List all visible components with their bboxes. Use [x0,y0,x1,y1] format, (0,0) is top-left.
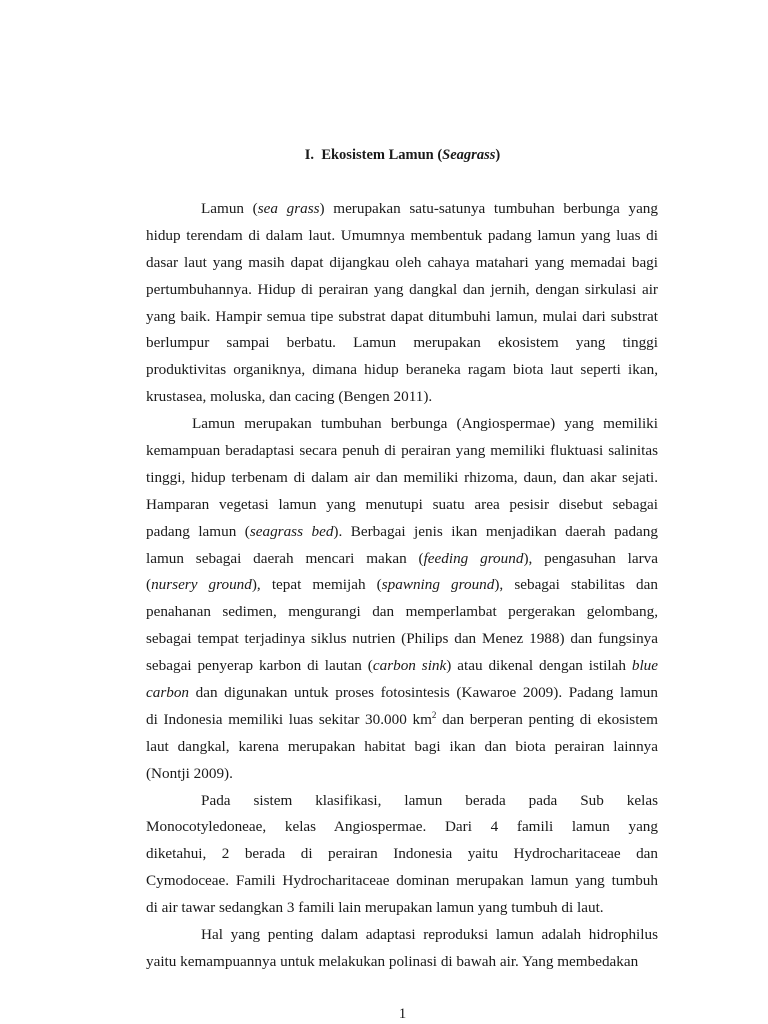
text-run: laut dangkal, karena merupakan habitat bagi ikan dan biota perairan lainnya [146,737,658,755]
paragraph [146,411,658,787]
text-run: (Nontji 2009). [146,764,233,782]
text-run: ( [146,576,152,594]
italic-term: feeding ground [423,549,524,567]
text-line [146,223,658,250]
text-line [146,626,658,653]
text-line [146,922,658,949]
heading-number: I. [304,147,315,163]
page-number: 1 [398,1006,407,1022]
text-line [146,519,658,546]
text-line [146,761,658,788]
text-run: di air tawar sedangkan 3 famili lain merupakan lamun yang tumbuh di laut. [146,899,604,917]
text-run: penahanan sedimen, mengurangi dan memperlambat pergerakan gelombang, [146,603,658,621]
superscript: 2 [431,709,437,720]
text-run: hidup terendam di dalam laut. Umumnya membentuk padang lamun yang luas di [146,226,658,244]
text-line [146,384,658,411]
text-line [146,868,658,895]
text-run: diketahui, 2 berada di perairan Indonesia yaitu Hydrocharitaceae dan [146,845,658,863]
text-line [146,680,658,707]
text-run: yaitu kemampuannya untuk melakukan polinasi di bawah air. Yang membedakan [146,952,639,970]
text-line [146,304,658,331]
text-run: Pada sistem klasifikasi, lamun berada pada Sub kelas [201,791,658,809]
text-run: yang baik. Hampir semua tipe substrat dapat ditumbuhi lamun, mulai dari substrat [146,307,658,325]
text-run: ). Berbagai jenis ikan menjadikan daerah padang [333,522,658,540]
text-line [146,465,658,492]
text-line [146,411,658,438]
text-run: Lamun ( [201,200,258,217]
heading-italic: Seagrass [442,147,496,163]
text-line [146,196,658,223]
text-line [146,572,658,599]
text-line [146,734,658,761]
text-run: sebagai tempat terjadinya siklus nutrien (Philips dan Menez 1988) dan fungsinya [146,630,658,648]
text-run: pertumbuhannya. Hidup di perairan yang dangkal dan jernih, dengan sirkulasi air [146,280,658,298]
text-run: kemampuan beradaptasi secara penuh di perairan yang memiliki fluktuasi salinitas [146,442,658,460]
text-line [146,707,658,734]
text-line [146,788,658,815]
text-line [146,546,658,573]
italic-term: seagrass bed [249,522,334,540]
text-line [146,814,658,841]
paragraph [146,922,658,976]
text-run: di Indonesia memiliki luas sekitar 30.000 km [146,710,432,728]
text-run: Hal yang penting dalam adaptasi reproduksi lamun adalah hidrophilus [201,926,658,944]
text-run: ) merupakan satu-satunya tumbuhan berbunga yang [319,200,658,217]
body-text [146,196,658,976]
italic-term: blue [631,657,658,675]
italic-term: sea grass [257,200,320,217]
paragraph [146,196,658,411]
text-run: Lamun merupakan tumbuhan berbunga (Angiospermae) yang memiliki [192,415,658,433]
text-run: sebagai penyerap karbon di lautan ( [146,657,373,675]
text-run: lamun sebagai daerah mencari makan ( [146,549,424,567]
text-run: dan berperan penting di ekosistem [436,710,658,728]
text-run: ) atau dikenal dengan istilah [446,657,632,675]
text-line [146,277,658,304]
italic-term: nursery ground [151,576,252,594]
text-run: dan digunakan untuk proses fotosintesis (Kawaroe 2009). Padang lamun [189,684,658,702]
section-heading [0,147,768,164]
text-run: Cymodoceae. Famili Hydrocharitaceae dominan merupakan lamun yang tumbuh [146,872,658,890]
text-run: ), pengasuhan larva [523,549,658,567]
italic-term: carbon [146,684,190,702]
text-line [146,895,658,922]
text-run: padang lamun ( [146,522,250,540]
heading-close: ) [495,147,501,163]
italic-term: spawning ground [381,576,495,594]
text-run: krustasea, moluska, dan cacing (Bengen 2011). [146,388,433,406]
text-line [146,949,658,976]
paragraph [146,788,658,922]
text-line [146,250,658,277]
text-run: berlumpur sampai berbatu. Lamun merupakan ekosistem yang tinggi [146,334,658,352]
text-run: produktivitas organiknya, dimana hidup beraneka ragam biota laut seperti ikan, [146,361,658,379]
text-run: tinggi, hidup terbenam di dalam air dan memiliki rhizoma, daun, dan akar sejati. [146,468,658,486]
text-run: Hamparan vegetasi lamun yang menutupi suatu area pesisir disebut sebagai [146,495,658,513]
text-run: Monocotyledoneae, kelas Angiospermae. Dari 4 famili lamun yang [146,818,658,836]
text-line [146,357,658,384]
heading-text: Ekosistem Lamun ( [321,147,443,163]
text-run: ), sebagai stabilitas dan [494,576,658,594]
text-line [146,330,658,357]
text-run: dasar laut yang masih dapat dijangkau oleh cahaya matahari yang memadai bagi [146,253,658,271]
text-line [146,653,658,680]
text-line [146,492,658,519]
italic-term: carbon sink [372,657,447,675]
text-run: ), tepat memijah ( [251,576,382,594]
text-line [146,438,658,465]
text-line [146,599,658,626]
text-line [146,841,658,868]
